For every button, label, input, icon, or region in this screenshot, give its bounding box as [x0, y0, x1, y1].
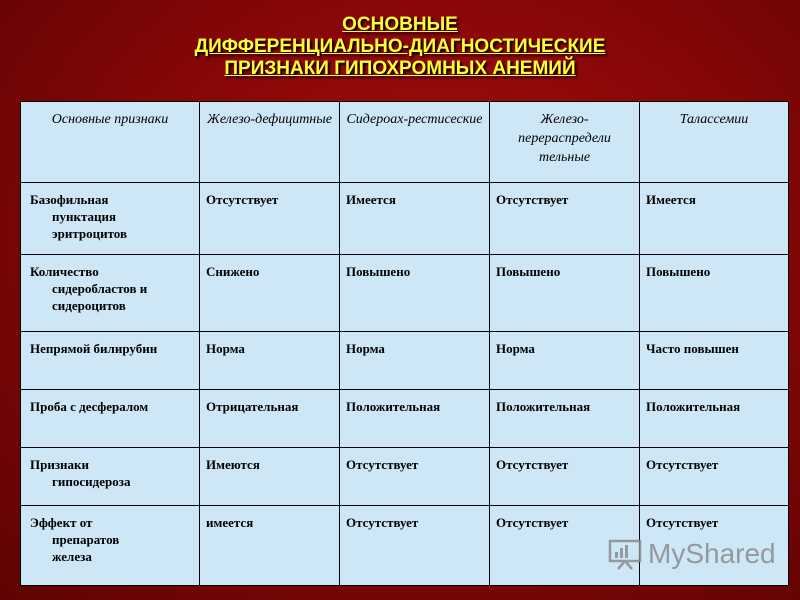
row-sign-text — [30, 191, 193, 242]
row-sign-line: эритроцитов — [52, 226, 128, 241]
row-sign: Проба с десфералом — [21, 390, 200, 448]
cell-thalassemia: Отсутствует — [640, 448, 789, 506]
row-sign-line: гипосидероза — [52, 474, 131, 489]
row-sign-text — [30, 514, 193, 565]
row-sign-line: Эффект от — [30, 515, 93, 530]
title-line-1: ОСНОВНЫЕ — [342, 14, 458, 35]
row-sign-line: железа — [52, 549, 92, 564]
cell-iron-redistribution: Отсутствует — [490, 448, 640, 506]
row-sign-line: Признаки — [30, 457, 90, 472]
cell-sideroachrestic: Отсутствует — [340, 448, 490, 506]
table-row — [21, 255, 789, 332]
table-header-row — [21, 102, 789, 183]
row-sign-line: Базофильная — [30, 192, 109, 207]
cell-thalassemia: Отсутствует — [640, 506, 789, 586]
header-thalassemia: Талассемии — [640, 102, 789, 183]
header-signs: Основные признаки — [21, 102, 200, 183]
cell-iron-redistribution: Отсутствует — [490, 506, 640, 586]
slide-title — [150, 14, 650, 80]
table-row — [21, 183, 789, 255]
row-sign-text — [30, 263, 193, 314]
table-row — [21, 390, 789, 448]
cell-iron-deficiency: имеется — [200, 506, 340, 586]
cell-iron-deficiency: Имеются — [200, 448, 340, 506]
title-line-2: ДИФФЕРЕНЦИАЛЬНО-ДИАГНОСТИЧЕСКИЕ — [194, 36, 606, 57]
row-sign-line: препаратов — [52, 532, 120, 547]
cell-iron-redistribution: Норма — [490, 332, 640, 390]
cell-thalassemia: Повышено — [640, 255, 789, 332]
cell-sideroachrestic: Положительная — [340, 390, 490, 448]
row-sign — [21, 183, 200, 255]
header-iron-deficiency: Железо-дефицитные — [200, 102, 340, 183]
row-sign-line: сидеробластов и — [52, 281, 148, 296]
row-sign — [21, 255, 200, 332]
cell-iron-redistribution: Положительная — [490, 390, 640, 448]
cell-iron-deficiency: Норма — [200, 332, 340, 390]
cell-thalassemia: Положительная — [640, 390, 789, 448]
row-sign — [21, 506, 200, 586]
row-sign-text — [30, 456, 193, 490]
cell-iron-redistribution: Повышено — [490, 255, 640, 332]
row-sign-line: Количество — [30, 264, 99, 279]
cell-sideroachrestic: Повышено — [340, 255, 490, 332]
cell-iron-deficiency: Отсутствует — [200, 183, 340, 255]
watermark-text: MyShared — [648, 538, 776, 569]
cell-iron-deficiency: Снижено — [200, 255, 340, 332]
header-iron-redistribution: Железо-перераспредели тельные — [490, 102, 640, 183]
row-sign-line: сидероцитов — [52, 298, 126, 313]
cell-iron-redistribution: Отсутствует — [490, 183, 640, 255]
row-sign — [21, 448, 200, 506]
cell-sideroachrestic: Отсутствует — [340, 506, 490, 586]
row-sign: Непрямой билирубин — [21, 332, 200, 390]
presentation-board-icon — [608, 538, 642, 570]
diagnostic-table — [20, 101, 789, 586]
table-row — [21, 448, 789, 506]
title-line-3: ПРИЗНАКИ ГИПОХРОМНЫХ АНЕМИЙ — [224, 58, 576, 79]
cell-thalassemia: Имеется — [640, 183, 789, 255]
table-row — [21, 332, 789, 390]
watermark — [604, 532, 774, 578]
cell-iron-deficiency: Отрицательная — [200, 390, 340, 448]
cell-sideroachrestic: Имеется — [340, 183, 490, 255]
cell-sideroachrestic: Норма — [340, 332, 490, 390]
cell-thalassemia: Часто повышен — [640, 332, 789, 390]
row-sign-line: пунктация — [52, 209, 117, 224]
header-sideroachrestic: Сидероах-рестисеские — [340, 102, 490, 183]
